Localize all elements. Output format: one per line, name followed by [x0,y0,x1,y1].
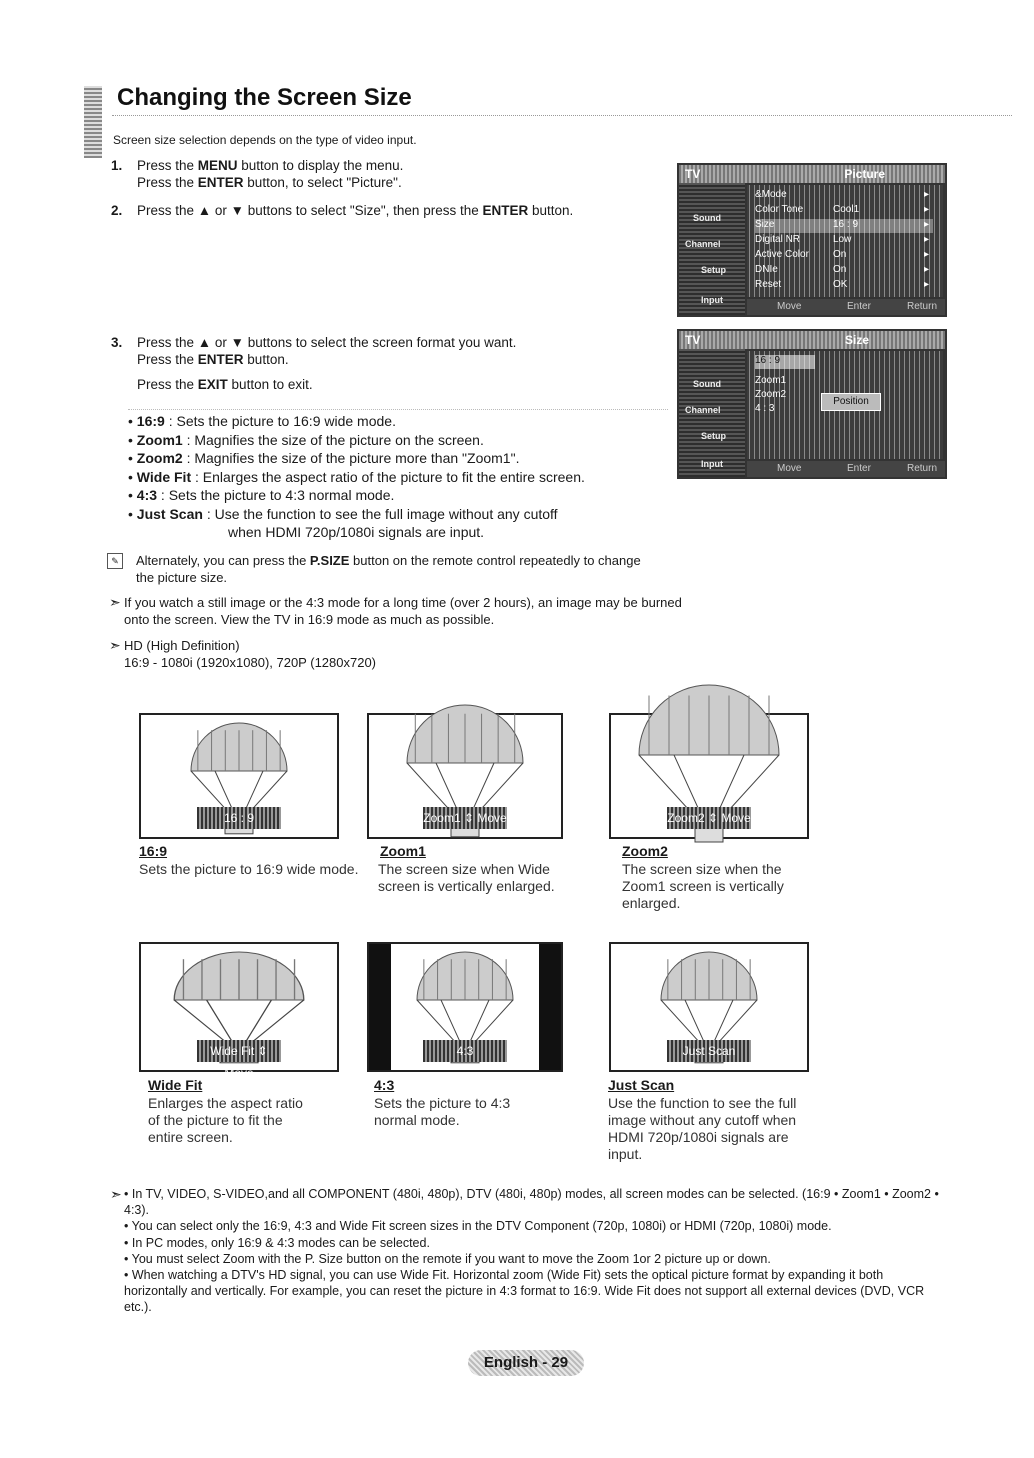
demo-mode-label: Wide Fit ⇕ Move [197,1040,281,1062]
menu-row: Color Tone Cool1 ▸ [755,204,929,215]
menu-row: Digital NR Low ▸ [755,234,929,245]
size-row: 4 : 3 [755,403,775,414]
step-line: Press the ▲ or ▼ buttons to select "Size", then press the ENTER button. [137,203,574,218]
picture-menu-screenshot [677,163,947,317]
demo-mode-label: Just Scan [667,1040,751,1062]
sidebar-channel: Channel [685,239,721,249]
menu-row: Size 16 : 9 ▸ [755,219,933,233]
demo-mode-label: Zoom1 ⇕ Move [423,807,507,829]
foot-enter: Enter [847,301,871,312]
bottom-note-item: • In PC modes, only 16:9 & 4:3 modes can be selected. [124,1235,430,1250]
bottom-note-item: • In TV, VIDEO, S-VIDEO,and all COMPONENT (480i, 480p), DTV (480i, 480p) modes, all screen modes can be selected. (16:9 • Zoom1 • Zoom2 • 4:3). [124,1187,939,1218]
step-2 [111,202,574,219]
menu-row: DNIe On ▸ [755,264,929,275]
bottom-note-item: • You can select only the 16:9, 4:3 and Wide Fit screen sizes in the DTV Component (720p, 1080i) or HDMI (720p, 1080i) mode. [124,1219,832,1234]
size-row: Zoom1 [755,375,787,386]
demo-mode-label: Zoom2 ⇕ Move [667,807,751,829]
menu-sidebar [679,349,745,477]
size-option: • 16:9 : Sets the picture to 16:9 wide mode. [128,413,396,429]
demo-caption-text: Sets the picture to 16:9 wide mode. [139,861,359,877]
sidebar-sound: Sound [693,379,721,389]
foot-enter: Enter [847,463,871,474]
demo-caption-title: Zoom1 [380,843,426,859]
demo-caption-title: 16:9 [139,843,168,859]
note-alternate: Alternately, you can press the P.SIZE button on the remote control repeatedly to change the picture size. [136,553,641,585]
menu-header-left: TV [685,333,701,347]
demo-caption-title: Just Scan [608,1077,675,1093]
note-icon: ✎ [107,553,123,569]
menu-header-left: TV [685,167,701,181]
foot-move: Move [777,463,802,474]
menu-header [679,331,945,349]
menu-header [679,165,945,183]
menu-footer [747,299,945,315]
demo-caption-title: 4:3 [374,1077,395,1093]
size-option: • Wide Fit : Enlarges the aspect ratio of the picture to fit the entire screen. [128,468,585,485]
step-line: Press the ENTER button. [137,352,289,367]
foot-move: Move [777,301,802,312]
demo-caption-text: Use the function to see the full image without any cutoff when HDMI 720p/1080i signals are input. [608,1095,797,1162]
demo-screen [139,942,339,1080]
step-line: Press the MENU button to display the menu. [137,158,404,173]
arrow-icon: ➣ [109,594,121,610]
step-number: 1. [111,158,123,173]
demo-screen [139,713,339,839]
title-divider [112,115,1012,117]
demo-caption-title: Zoom2 [622,843,668,859]
demo-caption-title: Wide Fit [148,1077,203,1093]
demo-mode-label: 4:3 [423,1040,507,1062]
demo-caption-text: Sets the picture to 4:3 normal mode. [374,1095,511,1128]
step-3 [111,334,517,393]
arrow-icon: ➣ [109,637,121,653]
menu-row: Active Color On ▸ [755,249,929,260]
sidebar-input: Input [701,459,723,469]
menu-rows [747,185,943,297]
note-hd-resolution: 16:9 - 1080i (1920x1080), 720P (1280x720) [124,655,377,670]
step-line: Press the ▲ or ▼ buttons to select the screen format you want. [137,335,517,350]
size-option: when HDMI 720p/1080i signals are input. [228,524,485,540]
size-row: Zoom2 [755,389,787,400]
foot-return: Return [907,463,938,474]
demo-caption-text: The screen size when Wide screen is vertically enlarged. [378,861,555,894]
step-number: 2. [111,203,123,218]
sidebar-setup: Setup [701,265,727,275]
demo-screen [367,713,563,839]
foot-return: Return [907,301,938,312]
menu-footer [747,461,945,477]
size-menu-screenshot [677,329,947,479]
page-number: English - 29 [468,1350,584,1376]
demo-screen [609,942,809,1072]
sidebar-channel: Channel [685,405,721,415]
bottom-notes [124,1186,944,1316]
step-number: 3. [111,335,123,350]
size-option: • Zoom1 : Magnifies the size of the picture on the screen. [128,431,484,448]
menu-row: &Mode ▸ [755,189,929,200]
pillarbox-left [369,944,391,1070]
sidebar-sound: Sound [693,213,721,223]
menu-rows [747,351,943,459]
step-line: Press the ENTER button, to select "Picture". [137,175,402,190]
size-option: • Zoom2 : Magnifies the size of the picture more than "Zoom1". [128,450,520,466]
note-hd-title: HD (High Definition) [124,638,240,653]
demo-caption-text: The screen size when the Zoom1 screen is vertically enlarged. [622,861,784,911]
sidebar-input: Input [701,295,723,305]
menu-sidebar [679,183,745,315]
bottom-note-item: • You must select Zoom with the P. Size button on the remote if you want to move the Zoom 1or 2 picture up or down. [124,1251,771,1266]
menu-header-title: Picture [844,167,885,181]
pillarbox-right [539,944,561,1070]
size-options-list [128,409,668,542]
page-title: Changing the Screen Size [117,84,412,111]
size-option: • Just Scan : Use the function to see the full image without any cutoff [128,505,558,522]
step-1 [111,157,404,191]
size-option: • 4:3 : Sets the picture to 4:3 normal mode. [128,487,395,503]
demo-caption-text: Enlarges the aspect ratio of the picture to fit the entire screen. [148,1095,303,1145]
menu-header-title: Size [844,333,869,347]
sidebar-setup: Setup [701,431,727,441]
step-line: Press the EXIT button to exit. [137,377,313,392]
intro-text: Screen size selection depends on the type of video input. [113,133,417,147]
menu-row: Reset OK ▸ [755,279,929,290]
demo-screen [609,713,809,839]
note-burn-in: If you watch a still image or the 4:3 mode for a long time (over 2 hours), an image may be burned onto the screen. View the TV in 16:9 mode as much as possible. [124,595,682,627]
bottom-note-item: • When watching a DTV's HD signal, you can use Wide Fit. Horizontal zoom (Wide Fit) sets the optical picture format by expanding it both horizontally and vertically. For example, you can reset the picture in 4:3 format to 16:9. Wide Fit does not support all external devices (DVD, VCR etc.). [124,1268,925,1315]
size-row-selected: 16 : 9 [755,355,815,369]
position-button: Position [821,393,881,411]
title-accent-bar [84,86,102,158]
arrow-icon: ➣ [110,1186,122,1202]
demo-mode-label: 16 : 9 [197,807,281,829]
demo-screen [367,942,563,1072]
